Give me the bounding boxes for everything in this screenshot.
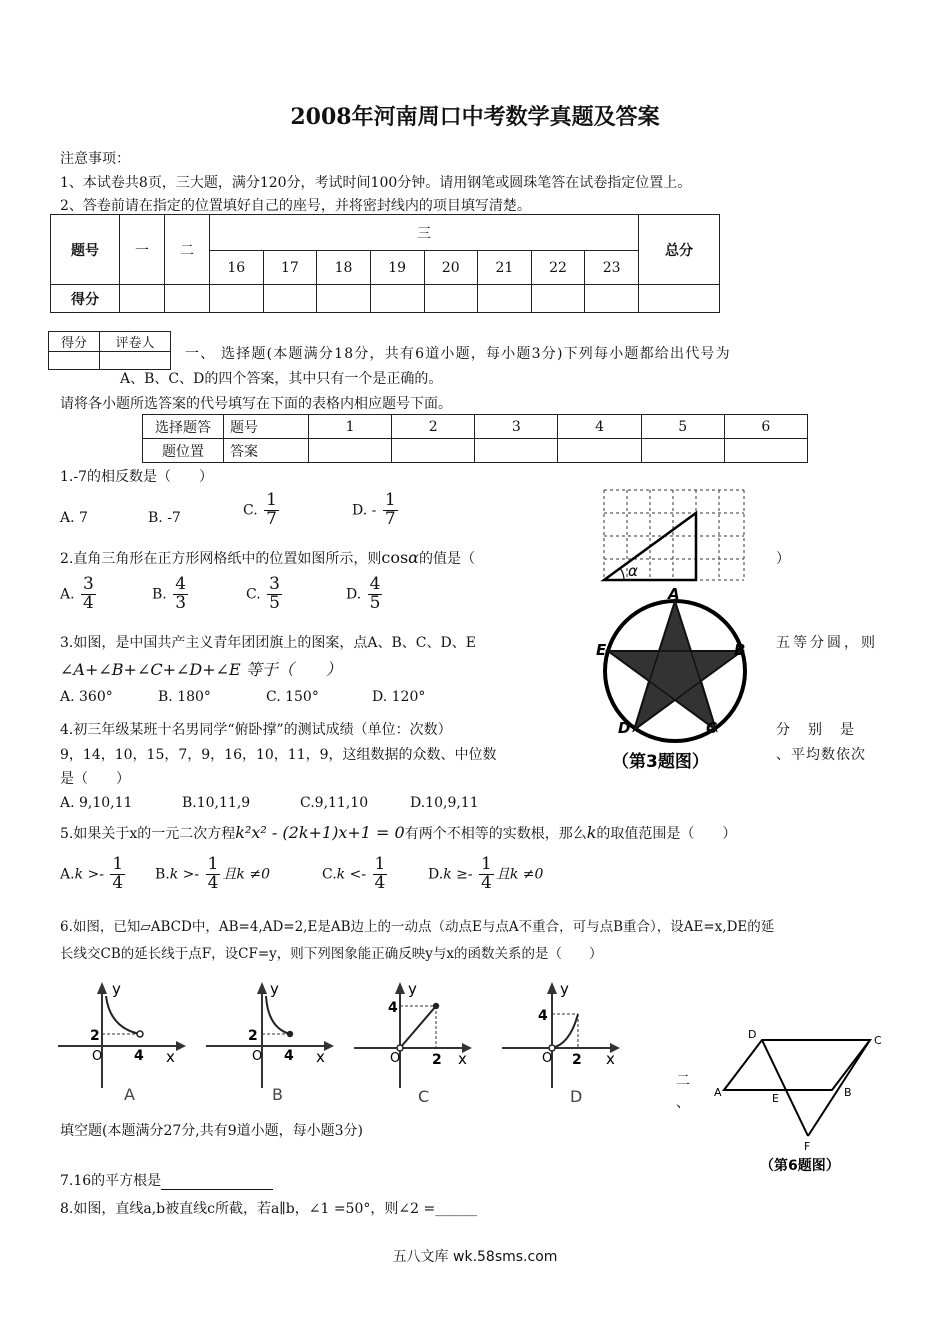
q6-graph-c [352, 978, 482, 1110]
section1-line3: 请将各小题所选答案的代号填写在下面的表格内相应题号下面。 [60, 396, 452, 412]
q3-stem-a: 3.如图，是中国共产主义青年团团旗上的图案，点A、B、C、D、E [60, 635, 476, 651]
q3-stem-b: 五等分圆，则 [776, 635, 878, 651]
score-sub: 18 [317, 251, 371, 285]
q5-option-c: C.k <- $\frac{1}{4}$ [322, 854, 386, 893]
q7-stem: 7.16的平方根是 [60, 1173, 162, 1189]
q5-tail2: 的取值范围是（ ） [596, 826, 737, 842]
answer-cell[interactable] [392, 439, 475, 463]
section2-heading: 填空题(本题满分27分,共有9道小题，每小题3分) [60, 1123, 364, 1139]
section2-number: 二 [676, 1073, 690, 1089]
q2-grid-figure [598, 486, 748, 584]
svg-text:2: 2 [432, 1052, 442, 1068]
svg-text:4: 4 [538, 1008, 548, 1024]
q1-option-d-label: D. [352, 502, 368, 519]
answer-table [142, 414, 808, 463]
svg-text:2: 2 [248, 1028, 258, 1044]
q6-graph-b [204, 978, 344, 1110]
star-label-b: B [734, 641, 746, 659]
q4-option-d: D.10,9,11 [410, 795, 479, 811]
score-sub: 19 [370, 251, 424, 285]
score-cell[interactable] [531, 285, 585, 313]
answer-col: 2 [392, 415, 475, 439]
score-sub: 16 [210, 251, 264, 285]
answer-col: 3 [475, 415, 558, 439]
q7-answer-blank[interactable] [161, 1173, 273, 1190]
q2-alpha: α [408, 548, 419, 567]
score-cell[interactable] [478, 285, 532, 313]
score-table-header-total: 总分 [639, 215, 720, 285]
notice-heading: 注意事项： [60, 151, 130, 167]
answer-table-label-2: 题位置 [143, 439, 224, 463]
q1-stem: 1.-7的相反数是（ ） [60, 469, 213, 485]
footer-watermark: 五八文库 wk.58sms.com [392, 1249, 558, 1265]
q3-option-a: A. 360° [60, 689, 113, 705]
graph-label-a: A [124, 1085, 135, 1104]
answer-cell[interactable] [641, 439, 724, 463]
section1-line1: 一、 选择题(本题满分18分，共有6道小题，每小题3分)下列每小题都给出代号为 [185, 346, 731, 362]
score-sub: 17 [263, 251, 317, 285]
q3-option-d: D. 120° [372, 689, 426, 705]
svg-text:y: y [408, 980, 417, 998]
answer-col: 1 [309, 415, 392, 439]
q3-star-figure [590, 585, 770, 775]
svg-text:x: x [166, 1048, 175, 1066]
q1-option-a: A. 7 [60, 510, 88, 526]
score-table-header-two: 二 [165, 215, 210, 285]
score-cell[interactable] [424, 285, 478, 313]
score-sub: 20 [424, 251, 478, 285]
svg-text:O: O [542, 1051, 553, 1066]
score-cell[interactable] [585, 285, 639, 313]
q6-parallelogram-figure [710, 1026, 900, 1176]
score-table-header-num: 题号 [51, 215, 120, 285]
q5-k: k [586, 823, 597, 842]
q1-option-d-fraction: $\frac{1}{7}$ [384, 490, 396, 529]
svg-text:4: 4 [134, 1048, 144, 1064]
q1-option-c-fraction: $\frac{1}{7}$ [266, 490, 277, 529]
svg-text:2: 2 [90, 1028, 100, 1044]
pt-label-a: A [714, 1086, 722, 1099]
answer-table-h-ans: 答案 [224, 439, 309, 463]
svg-text:2: 2 [572, 1052, 582, 1068]
q1-option-c [243, 492, 281, 529]
q3-option-c: C. 150° [266, 689, 319, 705]
notice-item-1: 1、本试卷共8页，三大题，满分120分，考试时间100分钟。请用钢笔或圆珠笔答在试卷指定位置上。 [60, 175, 692, 191]
pt-label-c: C [874, 1034, 882, 1047]
page-title: 2008年河南周口中考数学真题及答案 [290, 104, 660, 130]
score-sub: 22 [531, 251, 585, 285]
q2-cos: cos [381, 548, 409, 567]
q5-option-b: B.k >- $\frac{1}{4}$ 且k ≠0 [155, 854, 271, 893]
score-sub: 23 [585, 251, 639, 285]
q4-line2: 9，14，10，15，7，9，16，10，11，9，这组数据的众数、中位数 [60, 747, 497, 763]
q2-option-d: D. $\frac{4}{5}$ [346, 574, 381, 613]
section2-dot: 、 [676, 1095, 690, 1111]
q1-option-d [352, 492, 400, 529]
q4-line3: 是（ ） [60, 771, 130, 787]
q4-option-a: A. 9,10,11 [60, 795, 133, 811]
q6-graph-a [56, 978, 196, 1110]
notice-item-2: 2、答卷前请在指定的位置填好自己的座号，并将密封线内的项目填写清楚。 [60, 198, 531, 214]
q6-caption: （第6题图） [760, 1158, 840, 1174]
q5-option-d: D.k ≥- $\frac{1}{4}$ 且k ≠0 [428, 854, 544, 893]
section1-line2: A、B、C、D的四个答案，其中只有一个是正确的。 [120, 371, 443, 387]
answer-cell[interactable] [558, 439, 641, 463]
q4-line1-tail: 分 别 是 [776, 722, 856, 738]
q5-stem-text: 5.如果关于x的一元二次方程 [60, 826, 236, 842]
grader-name-label: 评卷人 [100, 332, 171, 352]
answer-col: 4 [558, 415, 641, 439]
answer-table-label: 选择题答 [143, 415, 224, 439]
q2-option-b: B. $\frac{4}{3}$ [152, 574, 187, 613]
q4-line2-tail: 、平均数依次 [776, 747, 866, 763]
star-label-e: E [596, 641, 607, 659]
score-cell[interactable] [370, 285, 424, 313]
answer-cell[interactable] [475, 439, 558, 463]
q6-line1: 6.如图，已知▱ABCD中，AB=4,AD=2,E是AB边上的一动点（动点E与点A不重合，可与点B重合），设AE=x,DE的延 [60, 919, 775, 935]
q6-line2: 长线交CB的延长线于点F，设CF=y，则下列图象能正确反映y与x的函数关系的是（ ） [60, 946, 603, 962]
score-cell[interactable] [317, 285, 371, 313]
q6-graph-d [500, 978, 630, 1110]
q8-stem: 8.如图，直线a,b被直线c所截，若a∥b，∠1 =50°，则∠2 =______ [60, 1201, 478, 1217]
svg-text:4: 4 [388, 1000, 398, 1016]
q3-caption: （第3题图） [612, 752, 709, 772]
score-sub: 21 [478, 251, 532, 285]
score-table-header-one: 一 [120, 215, 165, 285]
pt-label-d: D [748, 1028, 757, 1041]
grader-table [48, 331, 171, 370]
star-label-c: C [706, 719, 718, 737]
q2-tail: 的值是（ [418, 551, 475, 567]
q1-option-c-label: C. [243, 502, 258, 519]
q5-tail: 有两个不相等的实数根，那么 [404, 826, 587, 842]
q4-line1: 4.初三年级某班十名男同学“俯卧撑”的测试成绩（单位：次数） [60, 722, 452, 738]
pt-label-b: B [844, 1086, 852, 1099]
svg-text:O: O [92, 1049, 103, 1064]
score-cell[interactable] [639, 285, 720, 313]
graph-label-c: C [418, 1087, 430, 1106]
score-cell[interactable] [263, 285, 317, 313]
svg-text:4: 4 [284, 1048, 294, 1064]
score-table [50, 214, 720, 313]
grader-score-label: 得分 [49, 332, 100, 352]
q5-equation: k²x² - (2k+1)x+1 = 0 [235, 823, 405, 842]
svg-text:x: x [458, 1050, 467, 1068]
grader-name-cell[interactable] [100, 352, 171, 370]
score-cell[interactable] [165, 285, 210, 313]
answer-col: 6 [724, 415, 807, 439]
pt-label-e: E [772, 1092, 779, 1105]
q5-option-a: A.k >- $\frac{1}{4}$ [60, 854, 124, 893]
svg-text:O: O [390, 1051, 401, 1066]
q2-close-paren: ） [776, 551, 790, 567]
answer-col: 5 [641, 415, 724, 439]
q3-option-b: B. 180° [158, 689, 211, 705]
q2-alpha-label: α [628, 562, 638, 580]
svg-text:y: y [112, 980, 121, 998]
q2-option-c: C. $\frac{3}{5}$ [246, 574, 280, 613]
q2-stem [60, 548, 475, 568]
q2-stem-text: 2.直角三角形在正方形网格纸中的位置如图所示，则 [60, 551, 382, 567]
score-table-header-three: 三 [210, 215, 639, 251]
pt-label-f: F [804, 1140, 811, 1153]
score-cell[interactable] [210, 285, 264, 313]
score-cell[interactable] [120, 285, 165, 313]
q7 [60, 1170, 273, 1190]
answer-cell[interactable] [309, 439, 392, 463]
svg-text:y: y [270, 980, 279, 998]
q4-option-c: C.9,11,10 [300, 795, 369, 811]
q5-stem [60, 823, 736, 843]
score-row-label: 得分 [51, 285, 120, 313]
star-label-a: A [668, 585, 680, 603]
graph-label-d: D [570, 1087, 583, 1106]
answer-cell[interactable] [724, 439, 807, 463]
svg-text:y: y [560, 980, 569, 998]
q2-option-a: A. $\frac{3}{4}$ [60, 574, 94, 613]
q1-option-b: B. -7 [148, 510, 181, 526]
grader-score-cell[interactable] [49, 352, 100, 370]
answer-table-h-num: 题号 [224, 415, 309, 439]
q3-expression: ∠A+∠B+∠C+∠D+∠E 等于（ ） [60, 660, 342, 679]
star-label-d: D [618, 719, 631, 737]
svg-text:x: x [606, 1050, 615, 1068]
q1-option-d-neg: - [371, 502, 377, 519]
graph-label-b: B [272, 1085, 283, 1104]
svg-text:x: x [316, 1048, 325, 1066]
svg-text:O: O [252, 1049, 263, 1064]
q4-option-b: B.10,11,9 [182, 795, 251, 811]
